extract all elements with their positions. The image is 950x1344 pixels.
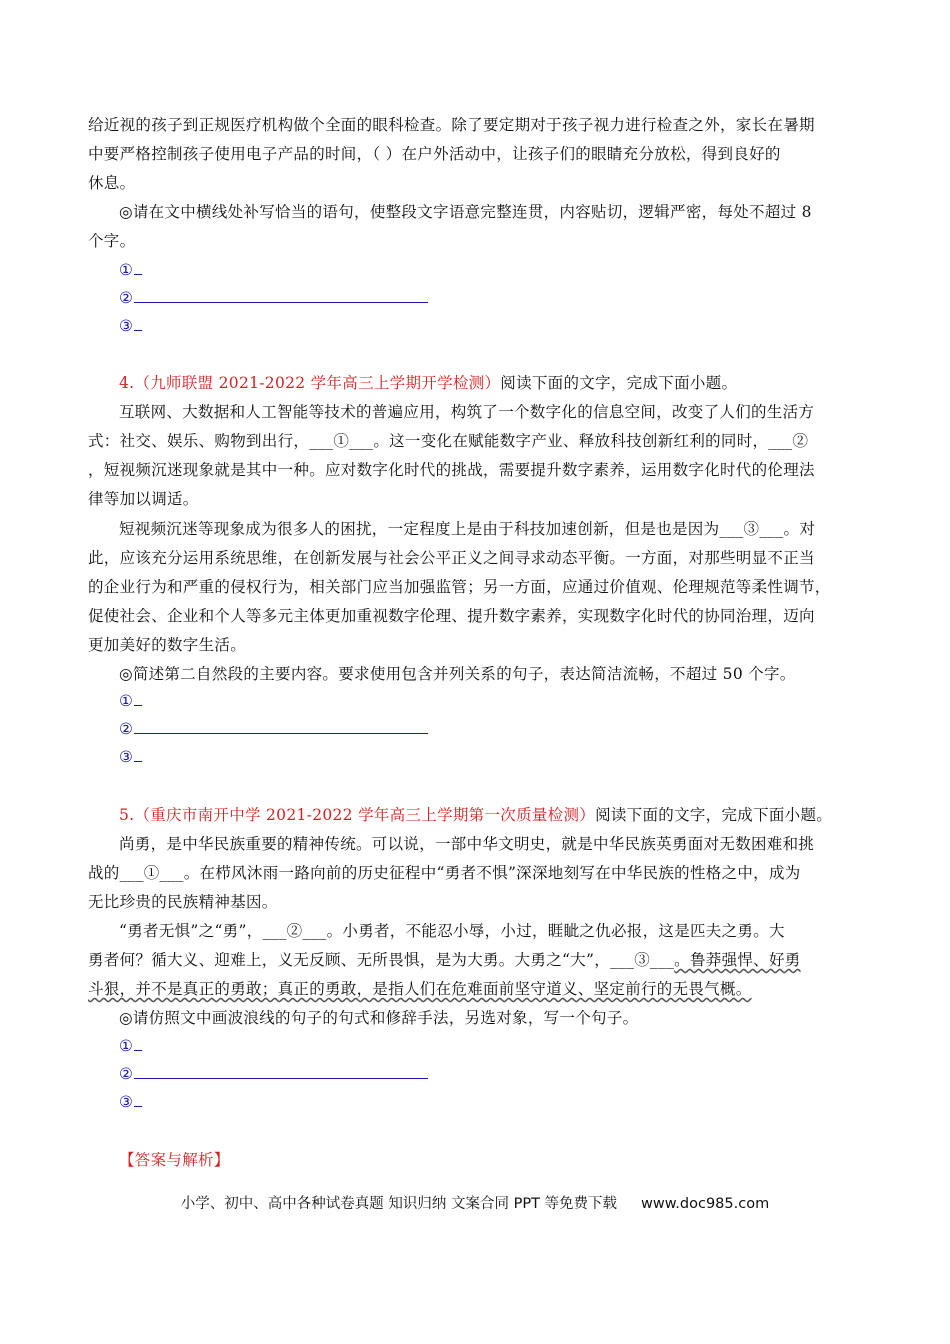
text-span: 。在栉风沐雨一路向前的历史征程中“勇者不惧”深深地刻写在中华民族的性格之中，成为 [183, 864, 801, 882]
q3-text-line2: 中要严格控制孩子使用电子产品的时间，（ ）在户外活动中，让孩子们的眼睛充分放松，得到良好的 [88, 145, 781, 163]
text-span: 战的 [88, 864, 120, 882]
q4-answer-3[interactable] [119, 745, 142, 769]
answer-line [134, 1077, 428, 1079]
answer-line [134, 1105, 142, 1107]
q3-answer-3[interactable] [119, 314, 142, 338]
q3-instruction-line2: 个字。 [88, 232, 136, 250]
q5-answer-1[interactable] [119, 1034, 142, 1058]
q4-para2-line2: 此，应该充分运用系统思维，在创新发展与社会公平正义之间寻求动态平衡。一方面，对那些明显不正当 [88, 549, 815, 567]
answer-line [134, 732, 428, 734]
q4-para2-line5: 更加美好的数字生活。 [88, 636, 247, 654]
q4-answer-1[interactable] [119, 689, 142, 713]
answer-number: ③ [119, 748, 133, 766]
q3-answer-1[interactable] [119, 258, 142, 282]
text-span: 。这一变化在赋能数字产业、释放科技创新红利的同时， [373, 432, 769, 450]
q5-para2-line3 [88, 974, 868, 1004]
q5-blank-2[interactable]: ___②___ [262, 922, 327, 940]
answer-section-heading: 【答案与解析】 [119, 1151, 230, 1169]
q3-answer-2[interactable] [119, 286, 428, 310]
q3-text-line1: 给近视的孩子到正规医疗机构做个全面的眼科检查。除了要定期对于孩子视力进行检查之外，家长在暑期 [88, 116, 815, 134]
q5-source: （重庆市南开中学 2021-2022 学年高三上学期第一次质量检测） [134, 806, 596, 824]
q4-prompt: 阅读下面的文字，完成下面小题。 [500, 374, 738, 392]
q4-number: 4. [119, 374, 135, 392]
answer-number: ① [119, 692, 133, 710]
q5-prompt: 阅读下面的文字，完成下面小题。 [595, 806, 833, 824]
q5-para1-line2 [88, 858, 868, 888]
q4-para2-line3: 的企业行为和严重的侵权行为，相关部门应当加强监管；另一方面，应通过价值观、伦理规范等柔性调节， [88, 578, 831, 596]
q5-answer-2[interactable] [119, 1062, 428, 1086]
footer-url-link[interactable]: www.doc985.com [641, 1196, 770, 1212]
q5-para2-line2 [88, 945, 868, 975]
answer-number: ③ [119, 1093, 133, 1111]
q4-para2-line1 [88, 514, 868, 544]
text-span: 短视频沉迷等现象成为很多人的困扰，一定程度上是由于科技加速创新，但是也是因为 [119, 520, 720, 538]
q4-para1-line1: 互联网、大数据和人工智能等技术的普遍应用，构筑了一个数字化的信息空间，改变了人们的生活方 [119, 403, 815, 421]
q4-answer-2[interactable] [119, 717, 428, 741]
q4-blank-1[interactable]: ___①___ [309, 432, 374, 450]
answer-line [134, 301, 428, 303]
q4-blank-3[interactable]: ___③___ [719, 520, 784, 538]
q5-instruction: ◎请仿照文中画波浪线的句子的句式和修辞手法，另选对象，写一个句子。 [119, 1009, 639, 1027]
q5-number: 5. [119, 806, 135, 824]
answer-line [134, 1049, 142, 1051]
text-span: “勇者无惧”之“勇”， [119, 922, 263, 940]
answer-number: ② [119, 720, 133, 738]
q4-para1-line4: 律等加以调适。 [88, 490, 199, 508]
answer-line [134, 704, 142, 706]
q4-blank-2[interactable]: ___② [768, 432, 809, 450]
q5-blank-3[interactable]: ___③___ [610, 951, 675, 969]
text-span: 。对 [783, 520, 816, 538]
answer-number: ② [119, 289, 133, 307]
q3-instruction-line1: ◎请在文中横线处补写恰当的语句，使整段文字语意完整连贯，内容贴切，逻辑严密，每处不超过 8 [119, 203, 812, 221]
q5-para1-line1: 尚勇，是中华民族重要的精神传统。可以说，一部中华文明史，就是中华民族英勇面对无数困难和挑 [119, 835, 815, 853]
page-footer [0, 1192, 950, 1213]
q5-answer-3[interactable] [119, 1090, 142, 1114]
q5-header [88, 800, 868, 830]
answer-number: ① [119, 261, 133, 279]
wavy-underlined-text: 斗狠，并不是真正的勇敢；真正的勇敢，是指人们在危难面前坚守道义、坚定前行的无畏气概。 [88, 980, 752, 998]
text-span: 。小勇者，不能忍小辱，小过，睚眦之仇必报，这是匹夫之勇。大 [326, 922, 785, 940]
wavy-underlined-text: 。鲁莽强悍、好勇 [674, 951, 801, 969]
answer-line [134, 760, 142, 762]
q4-source: （九师联盟 2021-2022 学年高三上学期开学检测） [134, 374, 501, 392]
answer-number: ① [119, 1037, 133, 1055]
text-span: 式：社交、娱乐、购物到出行， [88, 432, 310, 450]
answer-line [134, 273, 142, 275]
q4-para2-line4: 促使社会、企业和个人等多元主体更加重视数字伦理、提升数字素养，实现数字化时代的协同治理，迈向 [88, 607, 815, 625]
q3-text-line3: 休息。 [88, 174, 136, 192]
answer-line [134, 329, 142, 331]
q4-instruction: ◎简述第二自然段的主要内容。要求使用包含并列关系的句子，表达简洁流畅，不超过 50 个字。 [119, 665, 796, 683]
answer-number: ② [119, 1065, 133, 1083]
text-span: 勇者何？循大义、迎难上，义无反顾、无所畏惧，是为大勇。大勇之“大”， [88, 951, 611, 969]
q4-para1-line3: ，短视频沉迷现象就是其中一种。应对数字化时代的挑战，需要提升数字素养，运用数字化时代的伦理法 [88, 461, 815, 479]
q5-blank-1[interactable]: ___①___ [119, 864, 184, 882]
q4-para1-line2 [88, 426, 868, 456]
q5-para1-line3: 无比珍贵的民族精神基因。 [88, 893, 278, 911]
footer-text: 小学、初中、高中各种试卷真题 知识归纳 文案合同 PPT 等免费下载 [180, 1196, 618, 1212]
answer-number: ③ [119, 317, 133, 335]
q5-para2-line1 [88, 916, 868, 946]
q4-header [88, 368, 868, 398]
